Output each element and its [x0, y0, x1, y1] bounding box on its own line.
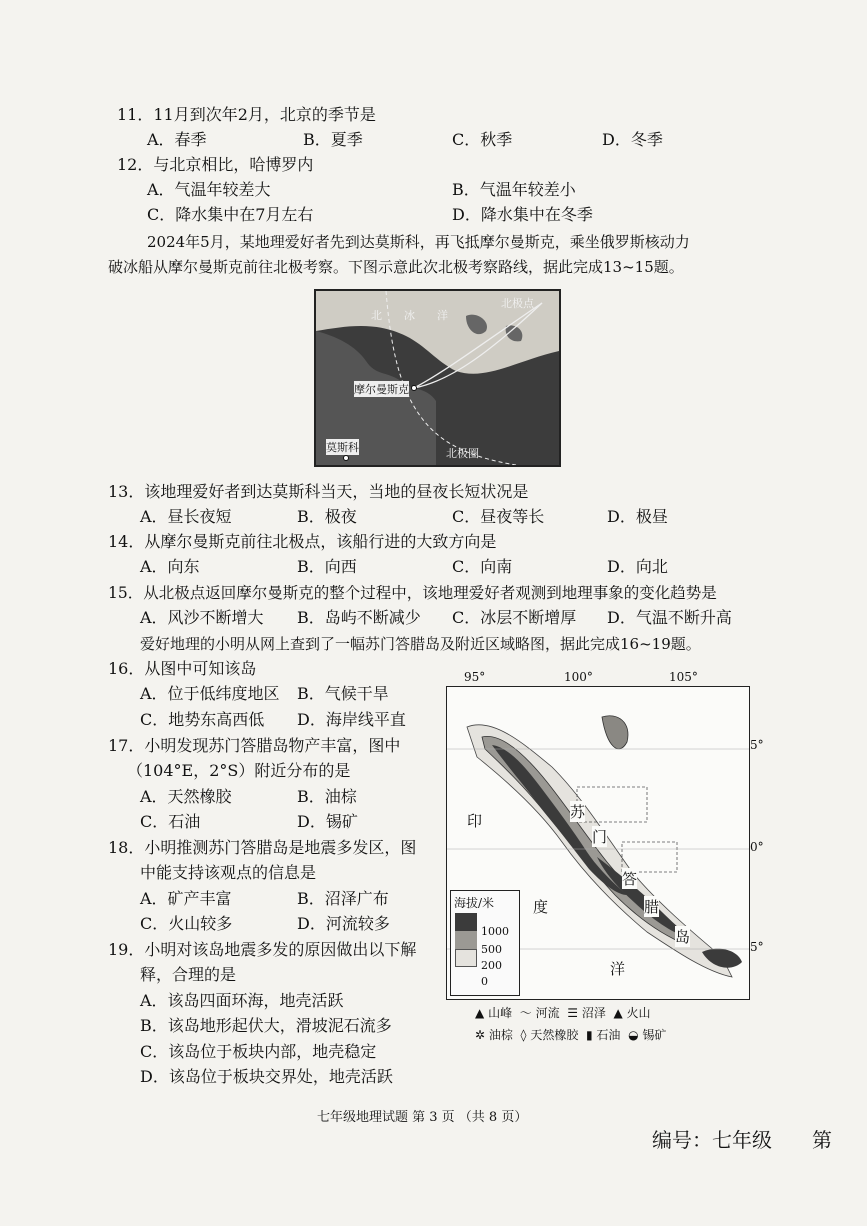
q17-option-c: C．石油	[140, 812, 201, 831]
oil-label: 石油	[596, 1028, 621, 1042]
legend-title: 海拔/米	[454, 896, 495, 910]
q12-option-a: A．气温年较差大	[147, 180, 271, 199]
intro-arctic-line2: 破冰船从摩尔曼斯克前往北极考察。下图示意此次北极考察路线，据此完成13~15题。	[108, 258, 684, 276]
q11-stem: 11．11月到次年2月，北京的季节是	[117, 105, 376, 124]
swamp-icon: ☰	[567, 1006, 578, 1020]
arctic-route-map	[314, 289, 561, 467]
north-pole-label: 北极点	[501, 297, 534, 310]
q18-option-b: B．沼泽广布	[297, 889, 389, 908]
arctic-circle-label: 北极圈	[446, 447, 479, 460]
q11-option-b: B．夏季	[303, 130, 363, 149]
q11-option-c: C．秋季	[452, 130, 513, 149]
q16-option-b: B．气候干旱	[297, 684, 389, 703]
island-char-3: 答	[622, 870, 638, 888]
q18-option-d: D．河流较多	[297, 914, 390, 933]
q17-stem-line2: （104°E，2°S）附近分布的是	[127, 761, 351, 780]
oil-icon: ▮	[585, 1028, 593, 1042]
swamp-label: 沼泽	[581, 1006, 606, 1020]
lon-95-label: 95°	[464, 670, 486, 684]
q14-option-b: B．向西	[297, 557, 357, 576]
river-label: 河流	[535, 1006, 560, 1020]
q16-option-a: A．位于低纬度地区	[140, 684, 280, 703]
ocean-char-1: 印	[467, 812, 483, 830]
island-char-2: 门	[592, 828, 608, 846]
q19-option-c: C．该岛位于板块内部，地壳稳定	[140, 1042, 377, 1061]
murmansk-label: 摩尔曼斯克	[354, 383, 409, 396]
q12-stem: 12．与北京相比，哈博罗内	[117, 155, 314, 174]
oil-palm-icon: ✲	[475, 1028, 486, 1042]
symbol-row2	[475, 1026, 666, 1043]
lon-105-label: 105°	[669, 670, 698, 684]
q16-option-d: D．海岸线平直	[297, 710, 406, 729]
lat-5s-label: 5°	[750, 940, 764, 954]
q19-option-b: B．该岛地形起伏大，滑坡泥石流多	[140, 1016, 392, 1035]
q11-option-d: D．冬季	[602, 130, 663, 149]
lat-5n-label: 5°	[750, 738, 764, 752]
arctic-ocean-label: 北 冰 洋	[371, 309, 448, 322]
murmansk-point	[412, 386, 417, 391]
q17-stem-line1: 17．小明发现苏门答腊岛物产丰富，图中	[108, 736, 401, 755]
lat-0-label: 0°	[750, 840, 764, 854]
lon-100-label: 100°	[564, 670, 593, 684]
q14-stem: 14．从摩尔曼斯克前往北极点，该船行进的大致方向是	[108, 532, 497, 551]
q17-option-d: D．锡矿	[297, 812, 358, 831]
q19-stem-line2: 释，合理的是	[140, 965, 237, 984]
legend-1000: 1000	[481, 925, 509, 938]
legend-200: 200	[481, 959, 502, 972]
tin-label: 锡矿	[642, 1028, 667, 1042]
q13-option-d: D．极昼	[607, 507, 668, 526]
page-footer: 七年级地理试题 第 3 页 （共 8 页）	[317, 1110, 528, 1125]
q13-option-a: A．昼长夜短	[140, 507, 232, 526]
oil-palm-label: 油棕	[488, 1028, 513, 1042]
q19-option-a: A．该岛四面环海，地壳活跃	[140, 991, 344, 1010]
q18-stem-line2: 中能支持该观点的信息是	[140, 863, 317, 882]
q18-option-a: A．矿产丰富	[140, 889, 232, 908]
q15-option-a: A．风沙不断增大	[140, 608, 264, 627]
q17-option-a: A．天然橡胶	[140, 787, 232, 806]
river-icon: 〜	[519, 1006, 532, 1020]
moscow-label: 莫斯科	[326, 441, 359, 454]
legend-swatch-500	[455, 931, 477, 949]
intro-sumatra: 爱好地理的小明从网上查到了一幅苏门答腊岛及附近区域略图，据此完成16~19题。	[140, 635, 701, 653]
peak-icon: ▲	[475, 1006, 485, 1020]
legend-swatch-1000	[455, 913, 477, 931]
q14-option-d: D．向北	[607, 557, 668, 576]
q13-option-c: C．昼夜等长	[452, 507, 545, 526]
legend-swatch-200	[455, 949, 477, 967]
island-char-5: 岛	[675, 928, 691, 946]
q15-stem: 15．从北极点返回摩尔曼斯克的整个过程中，该地理爱好者观测到地理事象的变化趋势是	[108, 584, 717, 602]
ocean-char-2: 度	[533, 898, 549, 916]
q12-option-b: B．气温年较差小	[452, 180, 576, 199]
q16-stem: 16．从图中可知该岛	[108, 659, 257, 678]
q15-option-c: C．冰层不断增厚	[452, 608, 577, 627]
intro-arctic-line1: 2024年5月，某地理爱好者先到达莫斯科，再飞抵摩尔曼斯克，乘坐俄罗斯核动力	[147, 233, 690, 251]
volcano-label: 火山	[626, 1006, 651, 1020]
rubber-icon: ◊	[520, 1028, 527, 1042]
volcano-icon: ▲	[613, 1006, 623, 1020]
q14-option-c: C．向南	[452, 557, 513, 576]
q15-option-d: D．气温不断升高	[607, 608, 732, 627]
q14-option-a: A．向东	[140, 557, 200, 576]
q18-stem-line1: 18．小明推测苏门答腊岛是地震多发区，图	[108, 838, 417, 857]
malay-peninsula	[602, 716, 628, 749]
q13-stem: 13．该地理爱好者到达莫斯科当天，当地的昼夜长短状况是	[108, 482, 529, 501]
q11-option-a: A．春季	[147, 130, 207, 149]
tin-icon: ◒	[628, 1028, 639, 1042]
moscow-point	[344, 456, 349, 461]
sumatra-map	[437, 668, 764, 1048]
legend-0: 0	[481, 975, 488, 988]
q12-option-c: C．降水集中在7月左右	[147, 205, 314, 224]
q13-option-b: B．极夜	[297, 507, 357, 526]
page-code: 编号：七年级 第	[652, 1128, 832, 1152]
peak-label: 山峰	[488, 1006, 513, 1020]
island-char-4: 腊	[644, 898, 660, 916]
elevation-legend	[450, 890, 520, 996]
island-char-1: 苏	[570, 803, 586, 821]
q17-option-b: B．油棕	[297, 787, 357, 806]
q12-option-d: D．降水集中在冬季	[452, 205, 593, 224]
legend-500: 500	[481, 943, 502, 956]
q18-option-c: C．火山较多	[140, 914, 233, 933]
q19-stem-line1: 19．小明对该岛地震多发的原因做出以下解	[108, 940, 417, 959]
ocean-char-3: 洋	[610, 960, 626, 978]
q16-option-c: C．地势东高西低	[140, 710, 265, 729]
rubber-label: 天然橡胶	[530, 1028, 579, 1042]
q19-option-d: D．该岛位于板块交界处，地壳活跃	[140, 1067, 393, 1086]
q15-option-b: B．岛屿不断减少	[297, 608, 421, 627]
symbol-row1	[475, 1004, 651, 1021]
